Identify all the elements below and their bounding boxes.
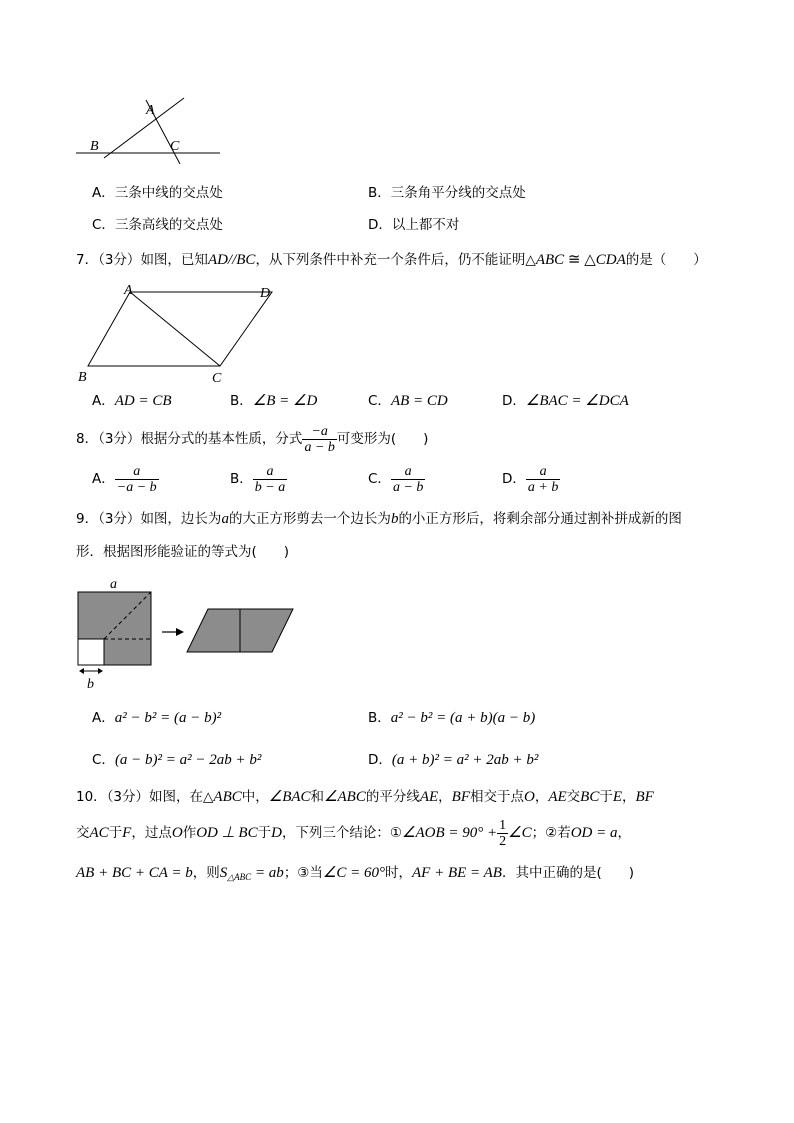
q6-label-b: B	[90, 139, 99, 154]
q9-label-b: b	[87, 677, 94, 692]
q8-stem: 8．（3分）根据分式的基本性质，分式 $\frac{-a}{a - b}$ 可变形为( )	[76, 423, 429, 455]
q8-option-d[interactable]: D． $\frac{a}{a + b}$	[502, 463, 559, 495]
q9-stem-line1: 9．（3分）如图，边长为a的大正方形剪去一个边长为b的小正方形后，将剩余部分通过割补拼成新的图	[76, 511, 682, 527]
q9-option-a[interactable]: A．a² − b² = (a − b)²	[92, 710, 222, 726]
q6-option-a[interactable]: A．三条中线的交点处	[92, 185, 223, 201]
q8-option-c[interactable]: C． $\frac{a}{a - b}$	[368, 463, 424, 495]
q7-stem: 7．（3分）如图，已知AD//BC，从下列条件中补充一个条件后，仍不能证明△ABC ≅ △CDA的是（ ）	[76, 252, 707, 268]
q10-line2: 交AC于F，过点O作OD ⊥ BC于D，下列三个结论：①∠AOB = 90° + $\frac{1}{2}$ ∠C；②若OD = a，	[76, 817, 632, 849]
q7-label-d: D	[260, 286, 271, 301]
q9-option-d[interactable]: D．(a + b)² = a² + 2ab + b²	[368, 752, 539, 768]
q6-figure	[72, 92, 232, 164]
q9-option-b[interactable]: B．a² − b² = (a + b)(a − b)	[368, 710, 536, 726]
q8-option-a[interactable]: A． $\frac{a}{-a - b}$	[92, 463, 157, 495]
q6-option-c[interactable]: C．三条高线的交点处	[92, 217, 223, 233]
q6-option-d[interactable]: D．以上都不对	[368, 217, 460, 233]
q7-label-b: B	[78, 370, 87, 385]
q9-option-c[interactable]: C．(a − b)² = a² − 2ab + b²	[92, 752, 262, 768]
q9-stem-line2: 形．根据图形能验证的等式为( )	[76, 544, 290, 560]
q6-label-c: C	[170, 139, 180, 154]
q7-option-d[interactable]: D．∠BAC = ∠DCA	[502, 393, 629, 409]
q10-line3: AB + BC + CA = b，则$S_{\triangle ABC}$ = ab；③当∠C = 60°时，AF + BE = AB．其中正确的是( )	[76, 865, 634, 882]
q9-label-a: a	[110, 577, 117, 592]
q7-figure	[74, 282, 284, 386]
q8-fraction: $\frac{-a}{a - b}$	[304, 423, 335, 455]
q7-option-b[interactable]: B．∠B = ∠D	[230, 393, 318, 409]
q7-option-a[interactable]: A．AD = CB	[92, 393, 172, 409]
q7-option-c[interactable]: C．AB = CD	[368, 393, 448, 409]
q10-half-fraction: $\frac{1}{2}$	[499, 817, 507, 849]
q8-option-b[interactable]: B． $\frac{a}{b - a}$	[230, 463, 286, 495]
q6-option-b[interactable]: B．三条角平分线的交点处	[368, 185, 526, 201]
q6-label-a: A	[146, 103, 155, 118]
q9-figure	[74, 576, 304, 692]
q10-line1: 10．（3分）如图，在△ABC中，∠BAC和∠ABC的平分线AE，BF相交于点O，AE交BC于E，BF	[76, 789, 654, 805]
q7-label-a: A	[124, 283, 133, 298]
q7-label-c: C	[212, 371, 222, 386]
